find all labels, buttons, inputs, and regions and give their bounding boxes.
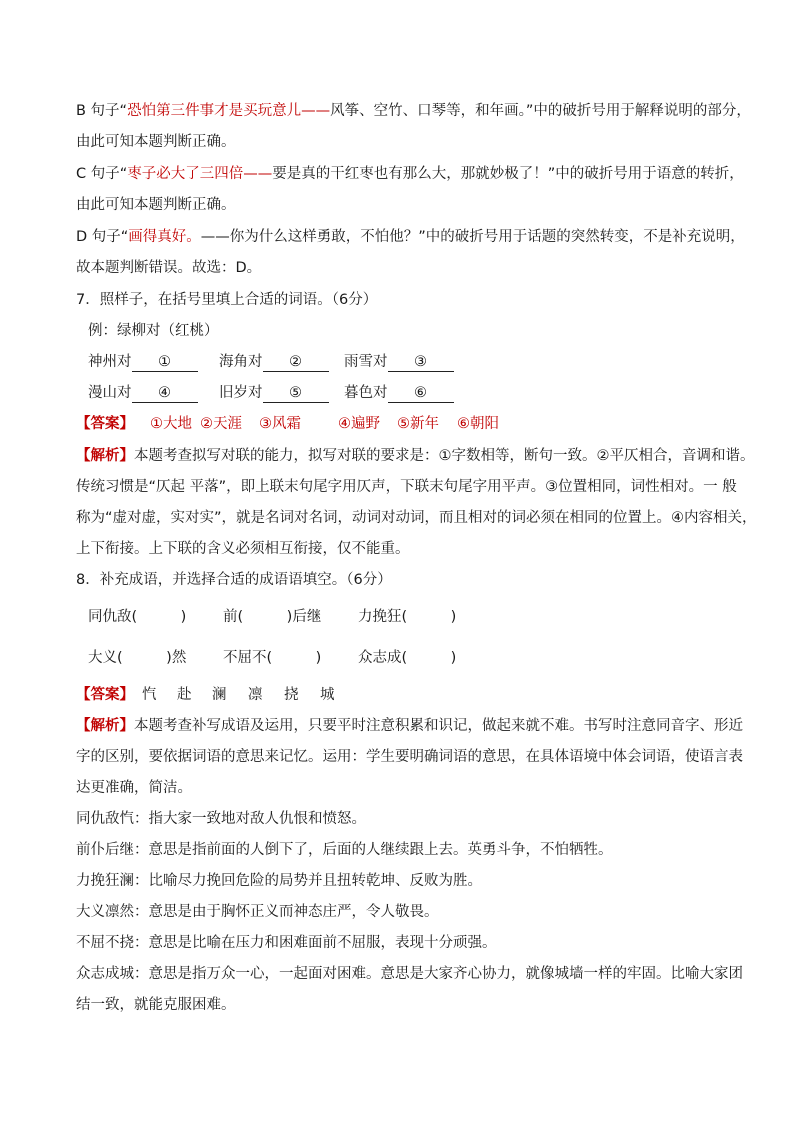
q8-analysis-line-7: 大义凛然：意思是由于胸怀正义而神态庄严，令人敬畏。 [76, 904, 439, 920]
q7-analysis-label: 【解析】 [76, 448, 134, 464]
q8-analysis-line-3: 达更准确，简洁。 [76, 780, 192, 796]
option-b-prefix: B 句子“ [76, 103, 128, 119]
q7-analysis-line-4: 上下衔接。上下联的含义必须相互衔接，仅不能重。 [76, 541, 410, 557]
q8-analysis-label: 【解析】 [76, 718, 134, 734]
q8-answer-2: 赴 [177, 687, 192, 703]
q8-analysis-line-8: 不屈不挠：意思是比喻在压力和困难面前不屈服，表现十分顽强。 [76, 935, 497, 951]
q8-answer-6: 城 [320, 687, 335, 703]
q8-analysis-line-1: 【解析】本题考查补写成语及运用，只要平时注意积累和识记，做起来就不难。书写时注意同音字、形近 [76, 718, 743, 734]
option-c-line-2: 由此可知本题判断正确。 [76, 197, 236, 213]
q7-item-2: 海角对 ② [219, 352, 329, 372]
question-7-title: 7．照样子，在括号里填上合适的词语。（6分） [76, 292, 378, 308]
option-d-prefix: D 句子“ [76, 229, 129, 245]
q8-answer-5: 挠 [284, 687, 299, 703]
option-d-quote: 画得真好。 [128, 229, 201, 245]
option-c-line-1 [76, 164, 744, 184]
option-d-line-1 [76, 227, 745, 247]
question-8-title: 8．补充成语，并选择合适的成语语填空。（6分） [76, 572, 392, 588]
q7-answer-4: ④遍野 [338, 416, 380, 432]
q8-analysis-line-10: 结一致，就能克服困难。 [76, 997, 236, 1013]
q7-analysis-line-3: 称为“虚对虚，实对实”，就是名词对名词，动词对动词，而且相对的词必须在相同的位置上。④内容相关， [76, 510, 757, 526]
q8-answer-label: 【答案】 [76, 687, 134, 703]
q7-answer-5: ⑤新年 [397, 416, 439, 432]
q8-item-2[interactable]: 前( )后继 [223, 609, 322, 625]
q8-item-6[interactable]: 众志成( ) [358, 650, 457, 666]
q7-answer-1: ①大地 [150, 416, 192, 432]
option-b-line-1 [76, 101, 751, 121]
q8-analysis-line-9: 众志成城：意思是指万众一心，一起面对困难。意思是大家齐心协力，就像城墙一样的牢固。比喻大家团 [76, 966, 743, 982]
q7-answer-label: 【答案】 [76, 416, 134, 432]
q7-answer-2: ②天涯 [200, 416, 242, 432]
question-7-example: 例：绿柳对（红桃） [88, 323, 219, 339]
q7-blank-5[interactable]: ⑤ [263, 384, 329, 403]
q8-answer-4: 凛 [248, 687, 263, 703]
q7-item-4: 漫山对 ④ [88, 383, 198, 403]
q8-analysis-line-6: 力挽狂澜：比喻尽力挽回危险的局势并且扭转乾坤、反败为胜。 [76, 873, 482, 889]
q8-item-4[interactable]: 大义( )然 [88, 650, 187, 666]
q7-answer-6: ⑥朝阳 [457, 416, 499, 432]
option-b-quote: 恐怕第三件事才是买玩意儿—— [127, 103, 331, 119]
q8-analysis-line-2: 字的区别，要依据词语的意思来记忆。运用：学生要明确词语的意思，在具体语境中体会词语，使语言表 [76, 749, 743, 765]
q8-item-5[interactable]: 不屈不( ) [223, 650, 322, 666]
q8-analysis-line-4: 同仇敌忾：指大家一致地对敌人仇恨和愤怒。 [76, 811, 366, 827]
q7-analysis-line-1: 【解析】本题考查拟写对联的能力，拟写对联的要求是：①字数相等，断句一致。②平仄相合，音调和谐。 [76, 448, 755, 464]
q7-item-5: 旧岁对 ⑤ [219, 383, 329, 403]
option-b-rest: 风筝、空竹、口琴等，和年画。”中的破折号用于解释说明的部分， [330, 103, 751, 119]
q7-item-3: 雨雪对 ③ [344, 352, 454, 372]
q8-answer-1: 忾 [142, 687, 157, 703]
option-b-line-2: 由此可知本题判断正确。 [76, 134, 236, 150]
q7-answer-3: ③风霜 [259, 416, 301, 432]
option-c-rest: 要是真的干红枣也有那么大，那就妙极了！”中的破折号用于语意的转折， [272, 166, 744, 182]
q7-blank-1[interactable]: ① [132, 353, 198, 372]
option-c-quote: 枣子必大了三四倍—— [127, 166, 273, 182]
q7-item-1: 神州对 ① [88, 352, 198, 372]
option-d-rest: ——你为什么这样勇敢，不怕他？”中的破折号用于话题的突然转变，不是补充说明， [200, 229, 745, 245]
q7-blank-4[interactable]: ④ [132, 384, 198, 403]
q7-analysis-line-2: 传统习惯是“仄起 平落”，即上联末句尾字用仄声，下联末句尾字用平声。③位置相同，词性相对。一 般 [76, 479, 737, 495]
q7-blank-2[interactable]: ② [263, 353, 329, 372]
q8-item-3[interactable]: 力挽狂( ) [358, 609, 457, 625]
q8-item-1[interactable]: 同仇敌( ) [88, 609, 187, 625]
option-d-line-2: 故本题判断错误。故选：D。 [76, 260, 262, 276]
q7-blank-6[interactable]: ⑥ [388, 384, 454, 403]
option-c-prefix: C 句子“ [76, 166, 128, 182]
q7-item-6: 暮色对 ⑥ [344, 383, 454, 403]
q7-blank-3[interactable]: ③ [388, 353, 454, 372]
q8-answer-3: 澜 [212, 687, 227, 703]
q8-analysis-line-5: 前仆后继：意思是指前面的人倒下了，后面的人继续跟上去。英勇斗争，不怕牺牲。 [76, 842, 613, 858]
